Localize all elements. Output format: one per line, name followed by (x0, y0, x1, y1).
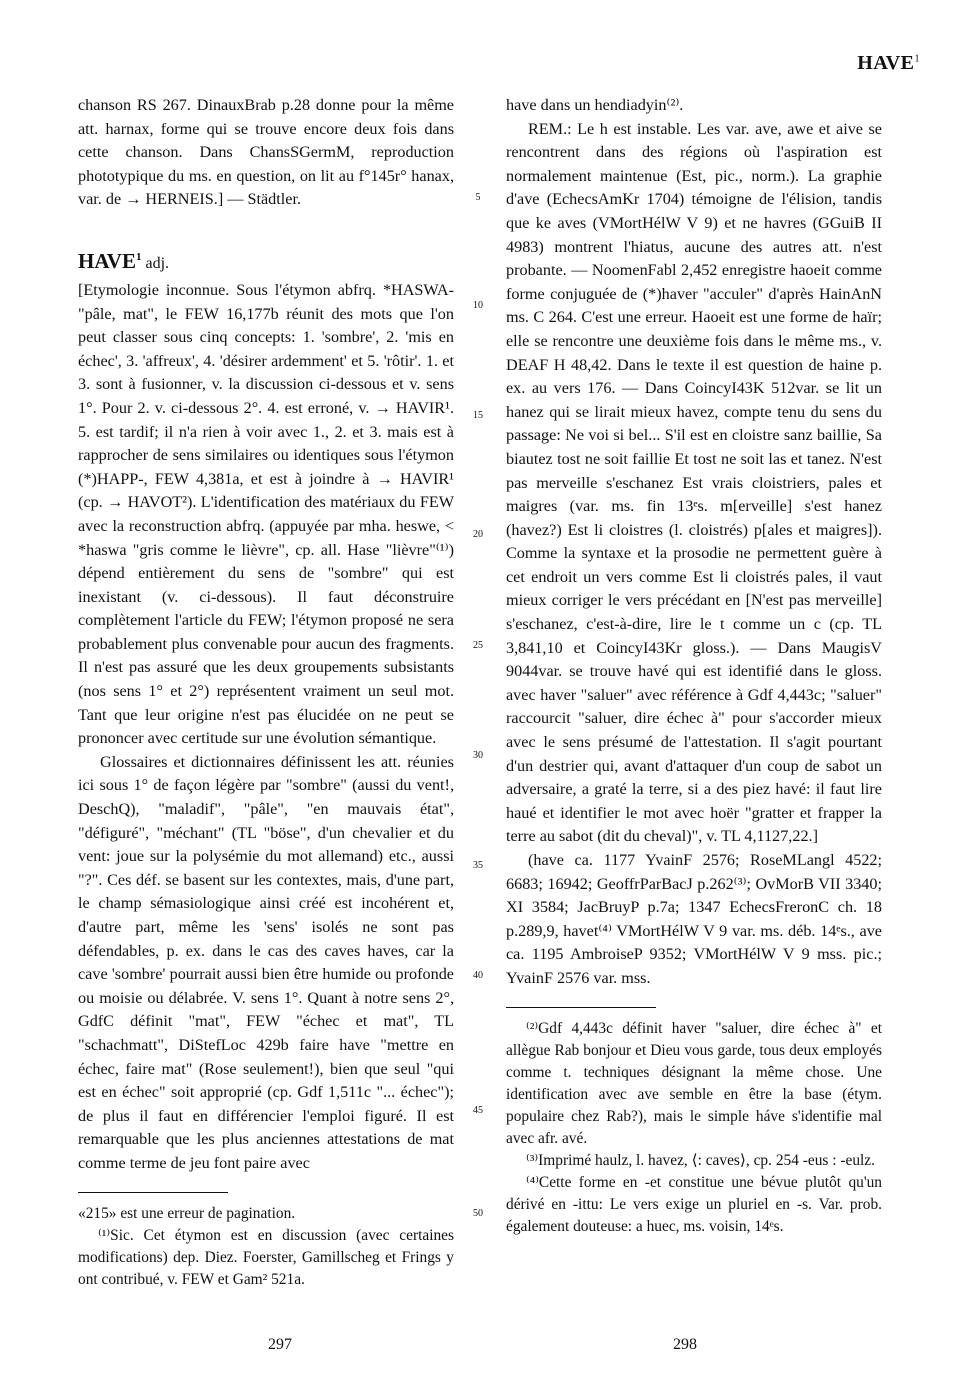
footnote: «215» est une erreur de pagination. (78, 1204, 296, 1222)
line-number: 10 (473, 300, 483, 311)
attestations-paragraph: (have ca. 1177 YvainF 2576; RoseMLangl 4522; 6683; 16942; GeoffrParBacJ p.262⁽³⁾; OvMorB VII 3340; XI 3584; JacBruyP p.7a; 1347 EchecsFreronC ch. 18 p.289,9, havet⁽⁴⁾ VMortHélW V 9 var. ms. déb. 14ᵉs., ave ca. 1195 AmbroiseP 9352; VMortHélW V 9 mss. pic.; YvainF 2576 var. mss. (506, 851, 882, 987)
entry-headword: HAVE$^1$ adj. (78, 248, 170, 273)
right-column (506, 94, 882, 1238)
footnote-rule (78, 1192, 228, 1193)
footnote: ⁽³⁾Imprimé haulz, l. havez, ⟨: caves⟩, cp. 254 -eus : -eulz. (526, 1151, 875, 1169)
paragraph: have dans un hendiadyin⁽²⁾. (506, 96, 684, 114)
paragraph: Glossaires et dictionnaires définissent les att. réunies ici sous 1° de façon légère par "sombre" (aussi du vent!, DeschQ), "maladif", "pâle", "en mauvais état", "défiguré", "méchant" (TL "böse", d'un chevalier et du vent: joue sur la polysémie du mot allemand) etc., aussi "?". Ces déf. se basent sur les contextes, mais, d'une part, le champ sémasiologique ainsi créé est incohérent et, d'autre part, même les 'sens' isolés ne sont pas défendables, p. ex. dans le cas des caves haves, car la cave 'sombre' pourrait aussi bien être humide ou profonde ou moisie ou délabrée. V. sens 1°. Quant à notre sens 2°, GdfC définit "mat", FEW "échec et mat", TL "schachmatt", DiStefLoc 429b faire have "mettre en échec, faire mat" (Rose seulement!), bien que seul "qui est en échec" soit approprié (cp. Gdf 1,511c "... échec"); de plus il faut en différencier l'emploi figuré. Il est remarquable que les plus anciennes attestations de mat comme terme de jeu font paire avec (78, 752, 454, 1172)
page-number-left: 297 (268, 1336, 292, 1353)
footnote: ⁽⁴⁾Cette forme en -et constitue une bévue plutôt qu'un dérivé en -ittu: Le vers exige un pluriel en -s. Var. prob. également douteuse: a huec, ms. voisin, 14ᵉs. (506, 1173, 882, 1235)
line-number: 40 (473, 970, 483, 981)
line-number: 50 (473, 1208, 483, 1219)
running-head: HAVE$^1$ (857, 52, 920, 74)
line-number: 25 (473, 640, 483, 651)
line-number: 45 (473, 1105, 483, 1116)
footnote-rule (506, 1007, 656, 1008)
line-number: 30 (473, 750, 483, 761)
page-number-right: 298 (673, 1336, 697, 1353)
line-numbers (466, 94, 496, 1294)
line-number: 5 (475, 192, 481, 203)
footnote: ⁽²⁾Gdf 4,443c définit haver "saluer, dire échec à" et allègue Rab bonjour et Dieu vous garde, tous deux employés comme t. techniques désignant la même chose. Une identification avec ave semble en être la base (étym. populaire chez Rab?), mais le simple háve s'identifie mal avec afr. avé. (506, 1019, 882, 1147)
paragraph: chanson RS 267. DinauxBrab p.28 donne pour la même att. harnax, forme qui se trouve encore deux fois dans cette chanson. Dans ChansSGermM, reproduction phototypique du ms. en question, on lit au f°145r° hanax, var. de → HERNEIS.] — Städtler. (78, 96, 454, 209)
line-number: 15 (473, 410, 483, 421)
line-number: 35 (473, 860, 483, 871)
line-number: 20 (473, 529, 483, 540)
etymology-paragraph: [Etymologie inconnue. Sous l'étymon abfrq. *HASWA- "pâle, mat", le FEW 16,177b réunit des mots que l'on peut classer sous cinq concepts: 1. 'sombre', 2. 'mis en échec', 3. 'affreux', 4. 'désirer ardemment' et 5. 'rôtir'. 1. et 3. sont à fusionner, v. la discussion ci-dessous et v. sens 1°. Pour 2. v. ci-dessous 2°. 4. est erroné, v. → HAVIR¹. 5. est tardif; il n'a rien à voir avec 1., 2. et 3. mais est à rapprocher de sens similaires ou identiques sous l'étymon (*)HAPP-, FEW 4,381a, et est à joindre à → HAVIR¹ (cp. → HAVOT²). L'identification des matériaux du FEW avec la reconstruction abfrq. (appuyée par mha. heswe, < *haswa "gris comme le lièvre", cp. all. Hase "lièvre"⁽¹⁾) dépend entièrement du sens de "sombre" qui est inexistant (v. ci-dessous). Il faut déconstruire complètement l'article du FEW; l'étymon proposé ne sera probablement plus convenable pour aucun des fragments. Il n'est pas assuré que les deux groupements subsistants (nos sens 1° et 2°) représentent vraiment un seul mot. Tant que leur origine n'est pas élucidée on ne peut se prononcer avec certitude sur une évolution sémantique. (78, 280, 454, 748)
left-column (78, 94, 454, 1291)
remark-paragraph: REM.: Le h est instable. Les var. ave, awe et aive se rencontrent dans des régions où l'aspiration est normalement maintenue (Est, pic., norm.). La graphie d'ave (EchecsAmKr 1704) témoigne de l'élision, tandis que ke aves (VMortHélW V 9) et ne havres (GGuiB II 4983) montrent l'hiatus, aucune des autres att. n'est probante. — NoomenFabl 2,452 enregistre haoeit comme forme conjuguée de (*)haver "acculer" d'après HainAnN ms. C 264. C'est une erreur. Haoeit est une forme de haïr; elle se rencontre une deuxième fois dans le même ms., v. DEAF H 48,42. Dans le texte il est question de haine p. ex. au vers 176. — Dans CoincyI43K 512var. se lit un hanez qui se lirait mieux havez, compte tenu du sens du passage: Ne voi si bel... S'il est en cloistre sanz baillie, Sa biautez tost ne soit faillie Et tost ne soit las et tanez. N'est pas merveille s'eschanez Est vrais cloistriers, pales et maigres (var. ms. fin 13ᵉs. m[erveille] s'est hanez (havez?) Est li cloistres (l. cloistrés) p[ales et maigres]). Comme la syntaxe et la prosodie ne permettent guère à cet endroit un vers comme Est li cloistrés pales, il vaut mieux corriger le vers précédant en [N'est pas merveille] s'eschanez, c'est-à-dire, lire le t comme un c (cp. TL 3,841,10 et CoincyI43Kr gloss.). — Dans MaugisV 9044var. se trouve havé qui est identifié dans le gloss. avec haver "saluer" avec référence à Gdf 4,443c; "saluer" raccourcit "saluer, dire échec à" pour s'accorder mieux avec le sens présumé de l'attestation. Il s'agit pourtant d'un destrier qui, avant d'attaquer d'un coup de sabot un adversaire, a graté la terre, si a des piez havé: il faut lire haué et identifier le mot avec hoër "gratter et frapper la terre au sabot (dit du cheval)", v. TL 4,1127,22.] (506, 119, 882, 846)
footnote: ⁽¹⁾Sic. Cet étymon est en discussion (avec certaines modifications) dep. Diez. Foerster, Gamillscheg et Frings y ont contribué, v. FEW et Gam² 521a. (78, 1226, 454, 1288)
